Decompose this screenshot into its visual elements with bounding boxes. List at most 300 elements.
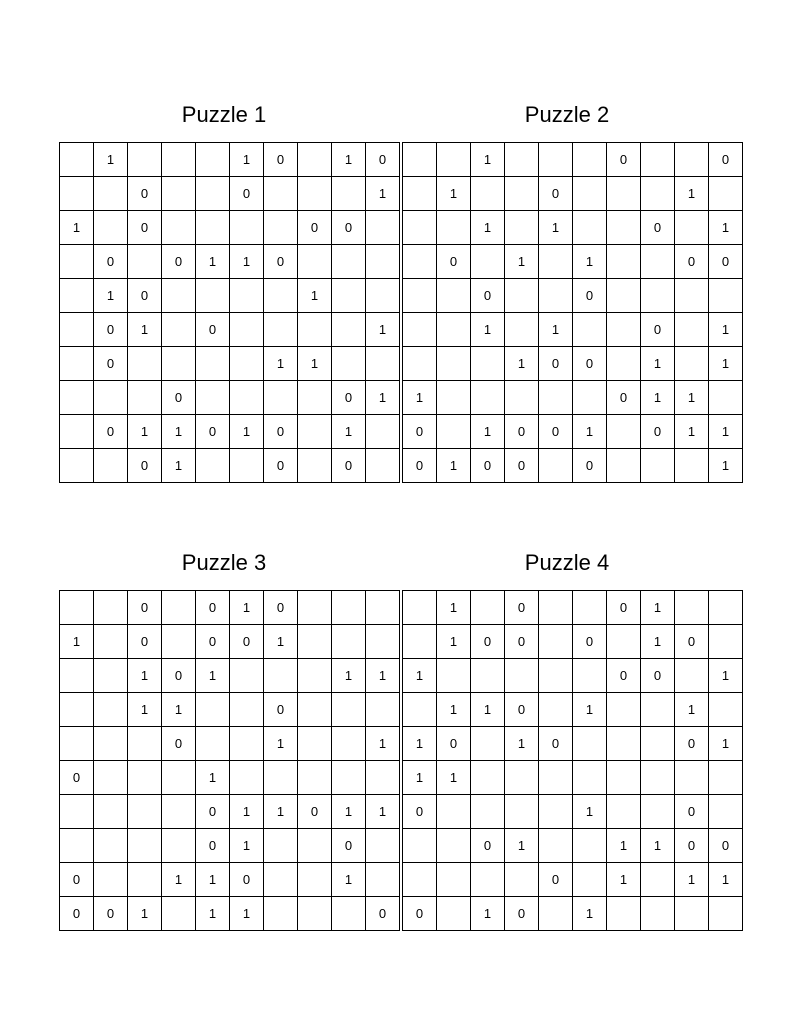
grid-cell[interactable]	[60, 727, 94, 761]
grid-cell: 0	[60, 761, 94, 795]
grid-cell[interactable]	[264, 313, 298, 347]
grid-cell[interactable]	[94, 829, 128, 863]
grid-row	[403, 829, 743, 863]
grid-cell[interactable]	[403, 313, 437, 347]
grid-cell[interactable]	[709, 761, 743, 795]
grid-cell: 0	[332, 211, 366, 245]
grid-cell[interactable]	[641, 727, 675, 761]
grid-cell[interactable]	[437, 279, 471, 313]
grid-cell: 0	[196, 625, 230, 659]
grid-row	[403, 659, 743, 693]
grid-cell[interactable]	[505, 795, 539, 829]
grid-cell[interactable]	[332, 897, 366, 931]
grid-cell[interactable]	[573, 761, 607, 795]
grid-cell: 1	[128, 415, 162, 449]
grid-cell[interactable]	[298, 863, 332, 897]
grid-cell[interactable]	[332, 625, 366, 659]
grid-cell[interactable]	[332, 313, 366, 347]
grid-cell[interactable]	[60, 313, 94, 347]
grid-cell[interactable]	[675, 347, 709, 381]
grid-cell: 0	[94, 415, 128, 449]
grid-cell[interactable]	[709, 693, 743, 727]
puzzle-title: Puzzle 2	[524, 102, 610, 127]
grid-cell[interactable]	[128, 143, 162, 177]
grid-cell: 0	[437, 727, 471, 761]
grid-cell[interactable]	[573, 829, 607, 863]
grid-cell[interactable]	[573, 863, 607, 897]
grid-cell[interactable]	[539, 625, 573, 659]
grid-cell[interactable]	[298, 245, 332, 279]
grid-cell: 0	[539, 347, 573, 381]
grid-cell[interactable]	[196, 347, 230, 381]
grid-cell[interactable]	[675, 591, 709, 625]
grid-cell[interactable]	[94, 727, 128, 761]
grid-cell[interactable]	[298, 449, 332, 483]
grid-cell: 1	[196, 659, 230, 693]
grid-cell: 1	[709, 347, 743, 381]
grid-cell[interactable]	[196, 693, 230, 727]
grid-cell[interactable]	[298, 381, 332, 415]
grid-cell[interactable]	[403, 863, 437, 897]
grid-cell[interactable]	[675, 143, 709, 177]
grid-cell[interactable]	[264, 381, 298, 415]
grid-cell[interactable]	[709, 795, 743, 829]
grid-cell[interactable]	[128, 761, 162, 795]
grid-cell[interactable]	[94, 693, 128, 727]
grid-cell[interactable]	[298, 143, 332, 177]
grid-cell[interactable]	[94, 591, 128, 625]
grid-cell[interactable]	[230, 449, 264, 483]
grid-cell: 1	[709, 211, 743, 245]
grid-cell[interactable]	[264, 279, 298, 313]
grid-cell[interactable]	[366, 829, 400, 863]
grid-cell: 0	[607, 659, 641, 693]
puzzle-title: Puzzle 3	[181, 550, 267, 575]
grid-cell[interactable]	[607, 415, 641, 449]
grid-cell[interactable]	[675, 897, 709, 931]
grid-cell: 0	[196, 829, 230, 863]
grid-cell: 1	[128, 897, 162, 931]
grid-cell[interactable]	[60, 347, 94, 381]
grid-cell: 1	[607, 863, 641, 897]
grid-cell[interactable]	[471, 347, 505, 381]
grid-cell[interactable]	[437, 829, 471, 863]
grid-cell[interactable]	[675, 659, 709, 693]
grid-cell[interactable]	[264, 211, 298, 245]
grid-cell[interactable]	[403, 245, 437, 279]
grid-cell[interactable]	[94, 625, 128, 659]
grid-cell[interactable]	[128, 863, 162, 897]
grid-cell[interactable]	[196, 211, 230, 245]
grid-cell[interactable]	[366, 761, 400, 795]
grid-cell[interactable]	[366, 415, 400, 449]
grid-cell[interactable]	[60, 449, 94, 483]
grid-cell[interactable]	[675, 279, 709, 313]
grid-cell[interactable]	[196, 143, 230, 177]
grid-cell[interactable]	[366, 449, 400, 483]
grid-cell[interactable]	[264, 761, 298, 795]
grid-cell[interactable]	[505, 659, 539, 693]
grid-cell[interactable]	[675, 761, 709, 795]
grid-cell[interactable]	[332, 279, 366, 313]
grid-cell[interactable]	[607, 693, 641, 727]
grid-cell: 1	[196, 863, 230, 897]
grid-cell[interactable]	[709, 625, 743, 659]
grid-cell[interactable]	[298, 897, 332, 931]
grid-cell: 1	[60, 211, 94, 245]
grid-cell[interactable]	[298, 591, 332, 625]
grid-cell: 1	[641, 381, 675, 415]
grid-cell: 0	[94, 245, 128, 279]
grid-cell[interactable]	[709, 591, 743, 625]
grid-cell: 1	[332, 415, 366, 449]
grid-cell: 1	[264, 727, 298, 761]
grid-cell[interactable]	[403, 625, 437, 659]
grid-cell: 1	[298, 279, 332, 313]
grid-cell[interactable]	[162, 143, 196, 177]
grid-cell[interactable]	[264, 829, 298, 863]
grid-cell[interactable]	[607, 177, 641, 211]
grid-cell[interactable]	[230, 693, 264, 727]
grid-cell[interactable]	[128, 245, 162, 279]
grid-cell[interactable]	[332, 693, 366, 727]
grid-cell[interactable]	[437, 313, 471, 347]
grid-cell[interactable]	[641, 897, 675, 931]
grid-cell[interactable]	[366, 863, 400, 897]
grid-cell[interactable]	[641, 693, 675, 727]
grid-cell[interactable]	[230, 727, 264, 761]
grid-cell: 1	[128, 659, 162, 693]
grid-cell[interactable]	[539, 279, 573, 313]
grid-cell[interactable]	[162, 347, 196, 381]
grid-cell[interactable]	[641, 795, 675, 829]
grid-cell[interactable]	[298, 761, 332, 795]
puzzle-title: Puzzle 1	[181, 102, 267, 127]
grid-cell[interactable]	[539, 591, 573, 625]
grid-cell[interactable]	[298, 829, 332, 863]
grid-cell[interactable]	[366, 245, 400, 279]
grid-cell[interactable]	[128, 829, 162, 863]
grid-cell[interactable]	[196, 449, 230, 483]
grid-cell[interactable]	[230, 381, 264, 415]
grid-cell[interactable]	[128, 795, 162, 829]
grid-cell[interactable]	[298, 415, 332, 449]
grid-cell[interactable]	[573, 591, 607, 625]
grid-cell[interactable]	[641, 143, 675, 177]
grid-cell[interactable]	[505, 143, 539, 177]
grid-cell: 1	[264, 347, 298, 381]
grid-cell: 1	[505, 347, 539, 381]
grid-cell[interactable]	[709, 381, 743, 415]
grid-cell[interactable]	[162, 625, 196, 659]
grid-cell[interactable]	[264, 659, 298, 693]
grid-cell[interactable]	[403, 693, 437, 727]
grid-cell[interactable]	[128, 727, 162, 761]
grid-cell[interactable]	[264, 897, 298, 931]
grid-cell[interactable]	[230, 347, 264, 381]
grid-cell[interactable]	[162, 829, 196, 863]
grid-cell[interactable]	[264, 177, 298, 211]
grid-cell[interactable]	[264, 863, 298, 897]
grid-cell[interactable]	[641, 279, 675, 313]
grid-cell[interactable]	[471, 863, 505, 897]
grid-cell[interactable]	[366, 693, 400, 727]
grid-cell[interactable]	[60, 795, 94, 829]
grid-cell: 1	[230, 795, 264, 829]
grid-cell[interactable]	[196, 727, 230, 761]
grid-cell[interactable]	[607, 313, 641, 347]
grid-cell[interactable]	[94, 761, 128, 795]
grid-cell[interactable]	[505, 211, 539, 245]
grid-cell[interactable]	[607, 245, 641, 279]
grid-cell: 1	[709, 659, 743, 693]
grid-cell[interactable]	[332, 177, 366, 211]
grid-cell[interactable]	[332, 347, 366, 381]
grid-cell[interactable]	[607, 279, 641, 313]
grid-cell: 1	[264, 625, 298, 659]
grid-cell[interactable]	[60, 177, 94, 211]
grid-cell: 0	[539, 863, 573, 897]
grid-cell[interactable]	[641, 245, 675, 279]
grid-cell[interactable]	[641, 863, 675, 897]
grid-cell[interactable]	[403, 177, 437, 211]
grid-cell[interactable]	[471, 177, 505, 211]
grid-cell[interactable]	[366, 591, 400, 625]
puzzle-title: Puzzle 4	[524, 550, 610, 575]
grid-cell: 1	[403, 761, 437, 795]
grid-cell: 1	[230, 245, 264, 279]
grid-cell[interactable]	[573, 727, 607, 761]
grid-cell[interactable]	[60, 245, 94, 279]
grid-cell[interactable]	[298, 625, 332, 659]
grid-cell[interactable]	[332, 761, 366, 795]
grid-cell[interactable]	[471, 591, 505, 625]
grid-cell[interactable]	[437, 415, 471, 449]
grid-cell[interactable]	[539, 449, 573, 483]
grid-cell: 1	[437, 693, 471, 727]
grid-cell[interactable]	[94, 381, 128, 415]
grid-cell[interactable]	[641, 761, 675, 795]
grid-cell[interactable]	[539, 143, 573, 177]
grid-cell[interactable]	[573, 313, 607, 347]
grid-cell[interactable]	[94, 659, 128, 693]
grid-cell: 1	[94, 279, 128, 313]
grid-cell[interactable]	[298, 659, 332, 693]
grid-cell[interactable]	[230, 659, 264, 693]
grid-cell[interactable]	[94, 211, 128, 245]
grid-cell[interactable]	[60, 143, 94, 177]
grid-cell[interactable]	[437, 863, 471, 897]
grid-cell[interactable]	[539, 829, 573, 863]
grid-cell: 0	[675, 245, 709, 279]
grid-cell[interactable]	[437, 897, 471, 931]
grid-row	[60, 347, 400, 381]
grid-cell[interactable]	[298, 313, 332, 347]
grid-cell[interactable]	[366, 347, 400, 381]
grid-cell[interactable]	[471, 727, 505, 761]
grid-row	[403, 591, 743, 625]
grid-cell[interactable]	[403, 143, 437, 177]
grid-cell[interactable]	[641, 177, 675, 211]
grid-row	[60, 897, 400, 931]
grid-cell[interactable]	[471, 381, 505, 415]
grid-row	[403, 211, 743, 245]
grid-row	[60, 211, 400, 245]
grid-cell[interactable]	[332, 591, 366, 625]
grid-cell[interactable]	[437, 381, 471, 415]
grid-cell[interactable]	[573, 211, 607, 245]
grid-row	[60, 761, 400, 795]
grid-cell: 1	[471, 143, 505, 177]
grid-cell: 0	[403, 795, 437, 829]
grid-cell[interactable]	[505, 279, 539, 313]
grid-cell: 0	[505, 591, 539, 625]
grid-cell[interactable]	[298, 693, 332, 727]
grid-cell[interactable]	[60, 591, 94, 625]
grid-cell: 0	[505, 897, 539, 931]
grid-cell[interactable]	[403, 279, 437, 313]
grid-cell[interactable]	[709, 177, 743, 211]
grid-cell[interactable]	[607, 795, 641, 829]
grid-cell[interactable]	[230, 313, 264, 347]
grid-cell: 1	[60, 625, 94, 659]
grid-cell[interactable]	[607, 897, 641, 931]
grid-cell[interactable]	[437, 211, 471, 245]
grid-cell[interactable]	[505, 177, 539, 211]
grid-cell[interactable]	[128, 381, 162, 415]
grid-cell[interactable]	[366, 211, 400, 245]
grid-cell[interactable]	[162, 761, 196, 795]
grid-cell[interactable]	[437, 347, 471, 381]
grid-cell[interactable]	[298, 727, 332, 761]
grid-cell[interactable]	[539, 245, 573, 279]
grid-cell[interactable]	[162, 313, 196, 347]
grid-cell[interactable]	[366, 279, 400, 313]
grid-cell[interactable]	[60, 415, 94, 449]
grid-cell[interactable]	[505, 761, 539, 795]
grid-cell[interactable]	[505, 313, 539, 347]
grid-cell[interactable]	[607, 625, 641, 659]
grid-cell[interactable]	[437, 659, 471, 693]
grid-cell[interactable]	[298, 177, 332, 211]
grid-cell: 0	[60, 897, 94, 931]
grid-cell[interactable]	[437, 795, 471, 829]
grid-cell[interactable]	[709, 897, 743, 931]
grid-row	[60, 591, 400, 625]
grid-cell[interactable]	[573, 177, 607, 211]
grid-cell[interactable]	[403, 829, 437, 863]
grid-cell[interactable]	[607, 761, 641, 795]
grid-cell[interactable]	[505, 863, 539, 897]
grid-cell[interactable]	[403, 211, 437, 245]
grid-cell: 0	[641, 313, 675, 347]
grid-row	[60, 727, 400, 761]
grid-cell[interactable]	[196, 381, 230, 415]
grid-cell[interactable]	[162, 897, 196, 931]
grid-cell: 0	[675, 829, 709, 863]
grid-cell[interactable]	[60, 381, 94, 415]
grid-cell[interactable]	[230, 211, 264, 245]
grid-cell[interactable]	[437, 143, 471, 177]
grid-cell[interactable]	[641, 449, 675, 483]
grid-cell[interactable]	[196, 177, 230, 211]
grid-cell: 1	[505, 245, 539, 279]
grid-cell[interactable]	[60, 693, 94, 727]
grid-cell[interactable]	[162, 211, 196, 245]
grid-cell[interactable]	[573, 381, 607, 415]
grid-cell: 0	[539, 415, 573, 449]
grid-cell[interactable]	[162, 795, 196, 829]
grid-cell[interactable]	[539, 897, 573, 931]
grid-cell[interactable]	[230, 761, 264, 795]
grid-cell[interactable]	[471, 761, 505, 795]
grid-cell[interactable]	[471, 245, 505, 279]
grid-cell[interactable]	[539, 381, 573, 415]
grid-cell[interactable]	[196, 279, 230, 313]
grid-cell: 0	[709, 829, 743, 863]
grid-cell[interactable]	[539, 693, 573, 727]
grid-cell[interactable]	[573, 659, 607, 693]
grid-cell[interactable]	[94, 863, 128, 897]
grid-cell[interactable]	[573, 143, 607, 177]
grid-cell[interactable]	[539, 761, 573, 795]
grid-cell[interactable]	[94, 795, 128, 829]
grid-cell: 0	[230, 863, 264, 897]
grid-cell: 1	[162, 449, 196, 483]
grid-cell: 0	[94, 347, 128, 381]
grid-cell: 1	[366, 727, 400, 761]
grid-cell: 0	[332, 381, 366, 415]
grid-cell[interactable]	[607, 347, 641, 381]
grid-cell[interactable]	[162, 591, 196, 625]
grid-cell[interactable]	[471, 795, 505, 829]
grid-row	[403, 177, 743, 211]
grid-cell[interactable]	[60, 279, 94, 313]
grid-cell[interactable]	[403, 347, 437, 381]
grid-cell[interactable]	[505, 381, 539, 415]
grid-cell[interactable]	[539, 659, 573, 693]
grid-cell[interactable]	[94, 449, 128, 483]
grid-cell[interactable]	[675, 313, 709, 347]
grid-cell[interactable]	[128, 347, 162, 381]
grid-cell[interactable]	[403, 591, 437, 625]
grid-cell[interactable]	[607, 727, 641, 761]
grid-cell: 1	[573, 415, 607, 449]
grid-cell[interactable]	[675, 211, 709, 245]
grid-cell[interactable]	[60, 659, 94, 693]
grid-cell[interactable]	[94, 177, 128, 211]
grid-cell[interactable]	[230, 279, 264, 313]
grid-cell[interactable]	[607, 211, 641, 245]
grid-cell: 1	[366, 659, 400, 693]
grid-cell[interactable]	[366, 625, 400, 659]
grid-row	[60, 795, 400, 829]
grid-cell[interactable]	[539, 795, 573, 829]
grid-cell[interactable]	[162, 177, 196, 211]
grid-cell[interactable]	[162, 279, 196, 313]
grid-cell[interactable]	[332, 727, 366, 761]
grid-cell[interactable]	[709, 279, 743, 313]
grid-row	[60, 245, 400, 279]
grid-cell[interactable]	[332, 245, 366, 279]
grid-cell: 1	[264, 795, 298, 829]
grid-cell[interactable]	[607, 449, 641, 483]
grid-cell[interactable]	[675, 449, 709, 483]
grid-cell[interactable]	[60, 829, 94, 863]
grid-cell[interactable]	[471, 659, 505, 693]
grid-row	[403, 449, 743, 483]
puzzle-grid	[402, 142, 743, 483]
